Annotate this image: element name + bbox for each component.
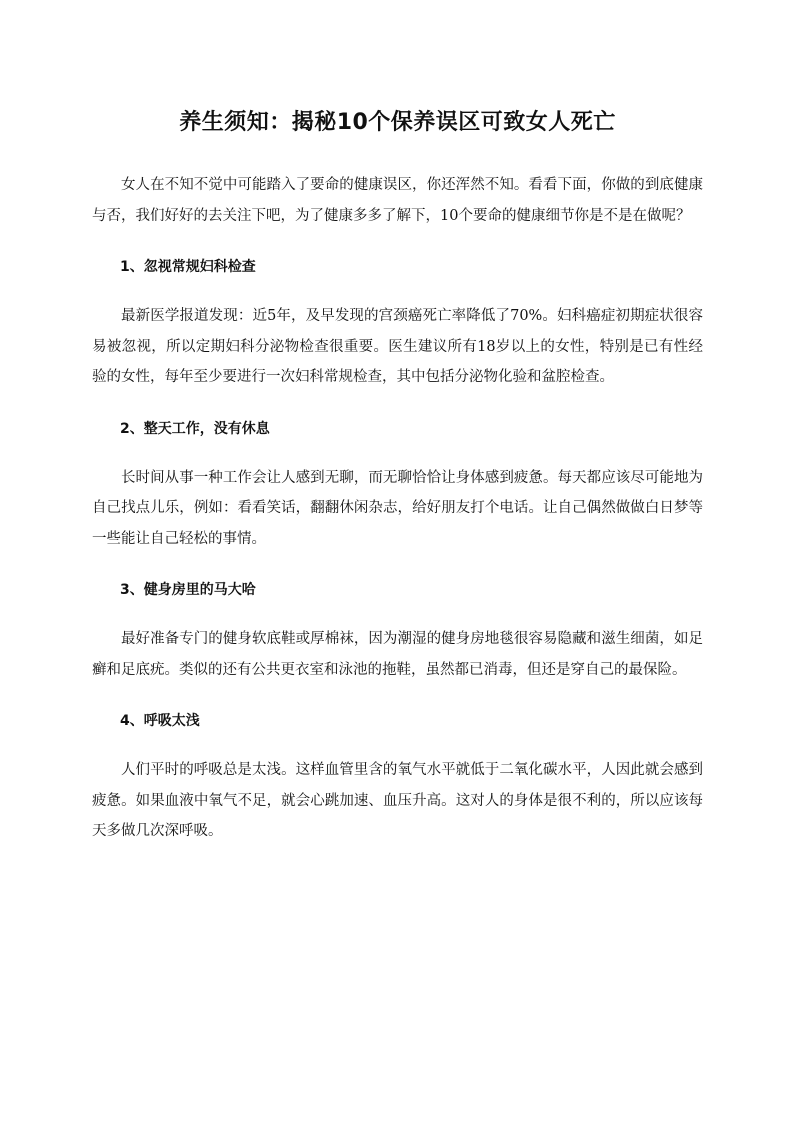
section-paragraph: 最好准备专门的健身软底鞋或厚棉袜，因为潮湿的健身房地毯很容易隐藏和滋生细菌，如足癣和足底疣。类似的还有公共更衣室和泳池的拖鞋，虽然都已消毒，但还是穿自己的最保险。 bbox=[92, 631, 703, 678]
section-3 bbox=[92, 578, 703, 685]
section-heading: 4、呼吸太浅 bbox=[120, 713, 200, 729]
section-paragraph: 长时间从事一种工作会让人感到无聊，而无聊恰恰让身体感到疲惫。每天都应该尽可能地为自己找点儿乐，例如：看看笑话，翻翻休闲杂志，给好朋友打个电话。让自己偶然做做白日梦等一些能让自己轻松的事情。 bbox=[92, 469, 703, 547]
section-heading: 3、健身房里的马大哈 bbox=[120, 582, 256, 598]
intro-paragraph: 女人在不知不觉中可能踏入了要命的健康误区，你还浑然不知。看看下面，你做的到底健康与否，我们好好的去关注下吧，为了健康多多了解下，10个要命的健康细节你是不是在做呢？ bbox=[92, 177, 703, 224]
page-title: 养生须知：揭秘10个保养误区可致女人死亡 bbox=[179, 110, 616, 135]
section-paragraph: 最新医学报道发现：近5年，及早发现的宫颈癌死亡率降低了70%。妇科癌症初期症状很容易被忽视，所以定期妇科分泌物检查很重要。医生建议所有18岁以上的女性，特别是已有性经验的女性，每年至少要进行一次妇科常规检查，其中包括分泌物化验和盆腔检查。 bbox=[92, 308, 703, 385]
section-2 bbox=[92, 417, 703, 555]
section-paragraph: 人们平时的呼吸总是太浅。这样血管里含的氧气水平就低于二氧化碳水平，人因此就会感到疲惫。如果血液中氧气不足，就会心跳加速、血压升高。这对人的身体是很不利的，所以应该每天多做几次深呼吸。 bbox=[92, 762, 703, 839]
section-heading: 2、整天工作，没有休息 bbox=[120, 420, 270, 437]
section-4 bbox=[92, 709, 703, 847]
section-heading: 1、忽视常规妇科检查 bbox=[120, 259, 256, 275]
section-1 bbox=[92, 255, 703, 393]
